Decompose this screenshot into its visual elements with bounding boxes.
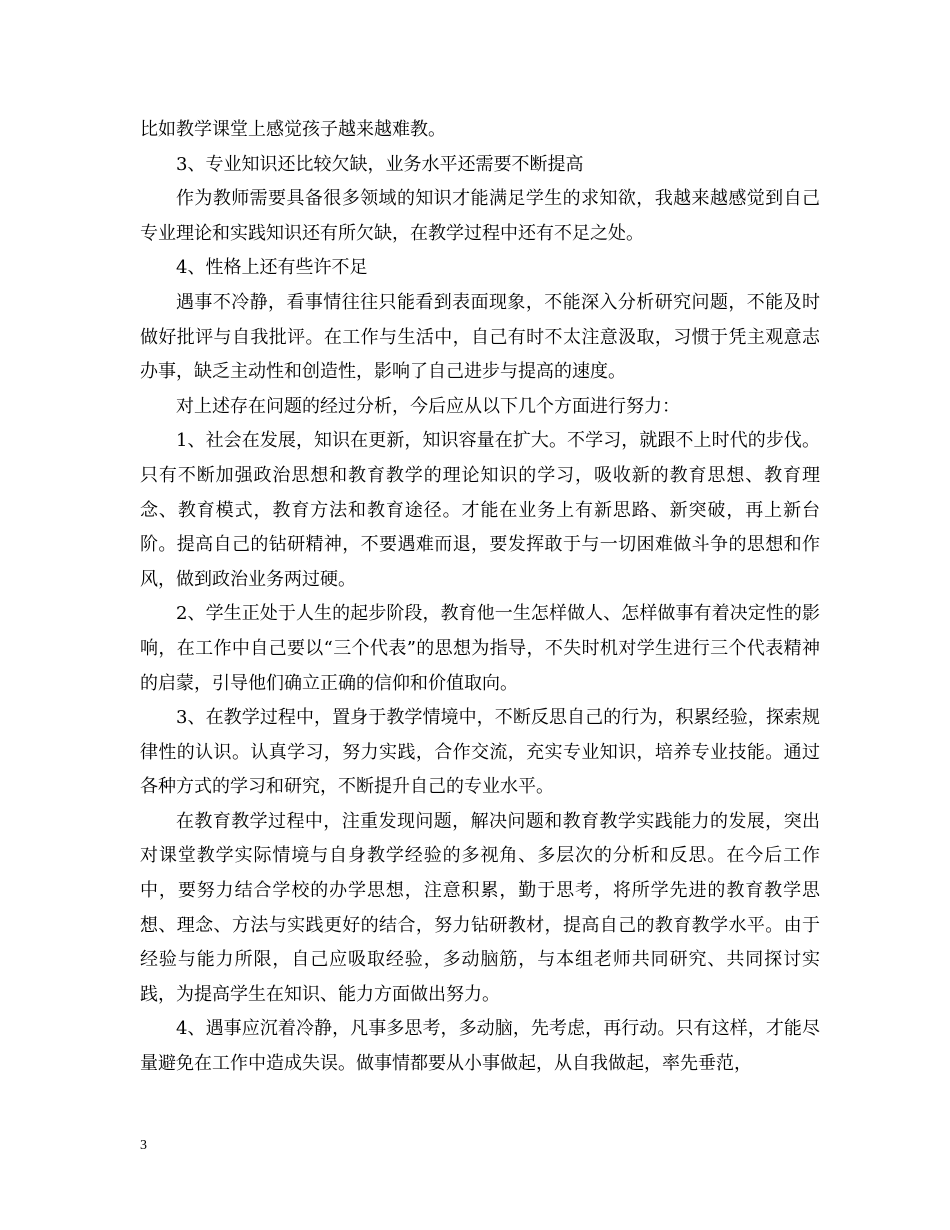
document-body xyxy=(140,113,820,1082)
paragraph: 对上述存在问题的经过分析，今后应从以下几个方面进行努力： xyxy=(176,395,680,417)
paragraph: 2、学生正处于人生的起步阶段，教育他一生怎样做人、怎样做事有着决定性的影响，在工作中自己要以“三个代表”的思想为指导，不失时机对学生进行三个代表精神的启蒙，引导他们确立正确的信仰和价值取向。 xyxy=(140,603,820,694)
paragraph: 比如教学课堂上感觉孩子越来越难教。 xyxy=(140,119,446,140)
paragraph: 1、社会在发展，知识在更新，知识容量在扩大。不学习，就跟不上时代的步伐。只有不断加强政治思想和教育教学的理论知识的学习，吸收新的教育思想、教育理念、教育模式，教育方法和教育途径。才能在业务上有新思路、新突破，再上新台阶。提高自己的钻研精神，不要遇难而退，要发挥敢于与一切困难做斗争的思想和作风，做到政治业务两过硬。 xyxy=(140,430,820,590)
paragraph: 遇事不冷静，看事情往往只能看到表面现象，不能深入分析研究问题，不能及时做好批评与自我批评。在工作与生活中，自己有时不太注意汲取，习惯于凭主观意志办事，缺乏主动性和创造性，影响了自己进步与提高的速度。 xyxy=(140,291,820,383)
paragraph-heading: 4、性格上还有些许不足 xyxy=(176,257,368,279)
paragraph: 3、在教学过程中，置身于教学情境中，不断反思自己的行为，积累经验，探索规律性的认识。认真学习，努力实践，合作交流，充实专业知识，培养专业技能。通过各种方式的学习和研究，不断提升自己的专业水平。 xyxy=(140,707,820,798)
paragraph: 在教育教学过程中，注重发现问题，解决问题和教育教学实践能力的发展，突出对课堂教学实际情境与自身教学经验的多视角、多层次的分析和反思。在今后工作中，要努力结合学校的办学思想，注意积累，勤于思考，将所学先进的教育教学思想、理念、方法与实践更好的结合，努力钻研教材，提高自己的教育教学水平。由于经验与能力所限，自己应吸取经验，多动脑筋，与本组老师共同研究、共同探讨实践，为提高学生在知识、能力方面做出努力。 xyxy=(140,810,820,1005)
paragraph: 4、遇事应沉着冷静，凡事多思考，多动脑，先考虑，再行动。只有这样，才能尽量避免在工作中造成失误。做事情都要从小事做起，从自我做起，率先垂范， xyxy=(140,1018,820,1075)
paragraph: 作为教师需要具备很多领域的知识才能满足学生的求知欲，我越来越感觉到自己专业理论和实践知识还有所欠缺，在教学过程中还有不足之处。 xyxy=(140,188,820,244)
page-number: 3 xyxy=(140,1138,147,1153)
paragraph-heading: 3、专业知识还比较欠缺，业务水平还需要不断提高 xyxy=(176,153,584,175)
